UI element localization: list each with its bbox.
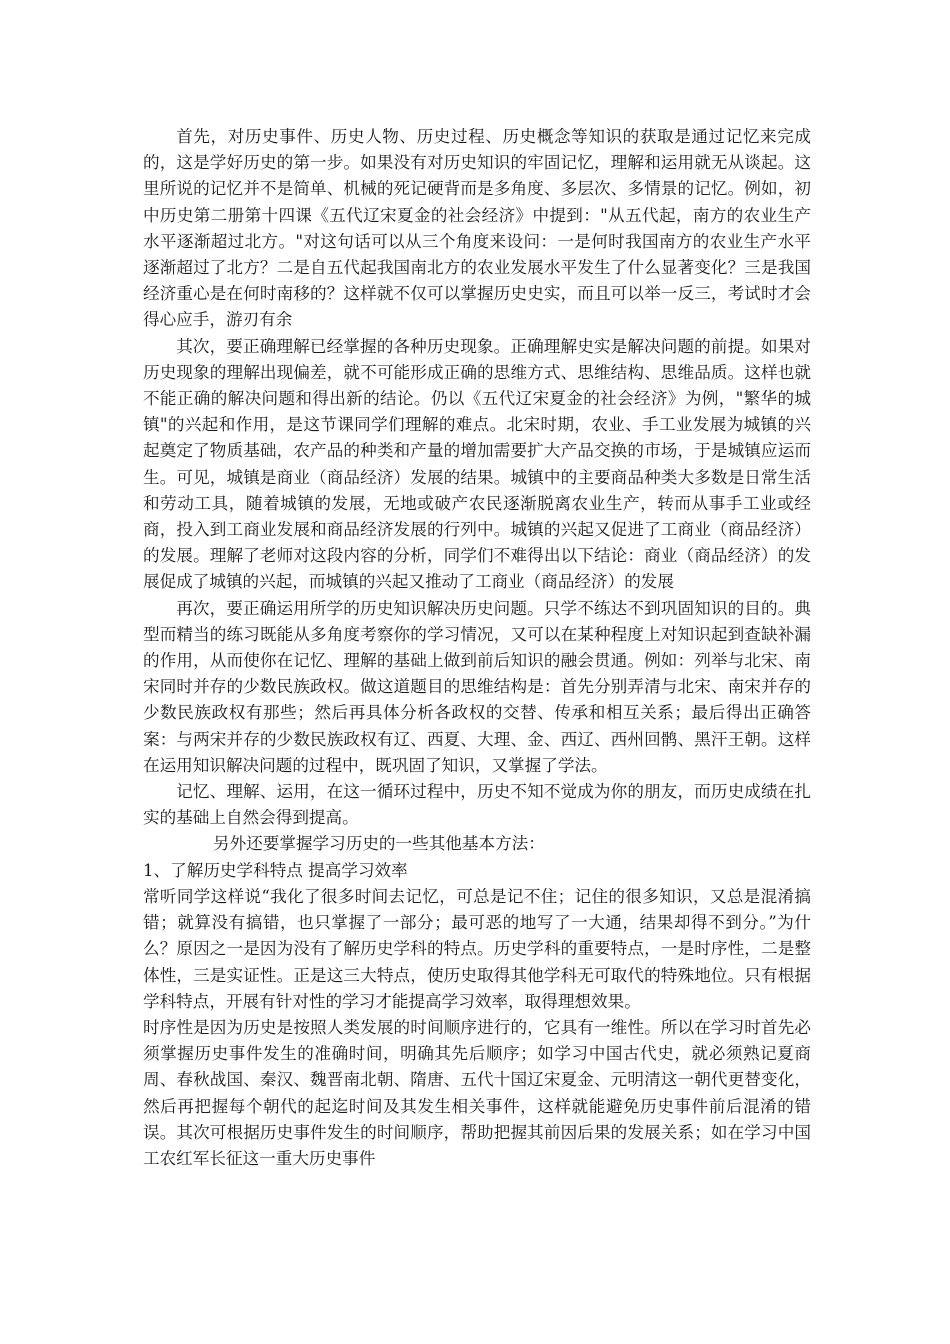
- paragraph-application: 再次，要正确运用所学的历史知识解决历史问题。只学不练达不到巩固知识的目的。典型而精当的练习既能从多角度考察你的学习情况，又可以在某种程度上对知识起到查缺补漏的作用，从而使你在记忆、理解的基础上做到前后知识的融会贯通。例如：列举与北宋、南宋同时并存的少数民族政权。做这道题目的思维结构是：首先分别弄清与北宋、南宋并存的少数民族政权有那些；然后再具体分析各政权的交替、传承和相互关系；最后得出正确答案：与两宋并存的少数民族政权有辽、西夏、大理、金、西辽、西州回鹘、黑汗王朝。这样在运用知识解决问题的过程中，既巩固了知识，又掌握了学法。: [143, 598, 811, 775]
- paragraph-other-methods-lead: 另外还要掌握学习历史的一些其他基本方法：: [213, 834, 545, 854]
- paragraph-memory: 首先，对历史事件、历史人物、历史过程、历史概念等知识的获取是通过记忆来完成的，这是学好历史的第一步。如果没有对历史知识的牢固记忆，理解和运用就无从谈起。这里所说的记忆并不是简单、机械的死记硬背而是多角度、多层次、多情景的记忆。例如，初中历史第二册第十四课《五代辽宋夏金的社会经济》中提到："从五代起，南方的农业生产水平逐渐超过北方。"对这句话可以从三个角度来设问：一是何时我国南方的农业生产水平逐渐超过了北方？二是自五代起我国南北方的农业发展水平发生了什么显著变化？三是我国经济重心是在何时南移的？这样就不仅可以掌握历史史实，而且可以举一反三，考试时才会得心应手，游刃有余: [143, 127, 811, 330]
- paragraph-chronology: 时序性是因为历史是按照人类发展的时间顺序进行的，它具有一维性。所以在学习时首先必须掌握历史事件发生的准确时间，明确其先后顺序；如学习中国古代史，就必须熟记夏商周、春秋战国、秦汉、魏晋南北朝、隋唐、五代十国辽宋夏金、元明清这一朝代更替变化，然后再把握每个朝代的起迄时间及其发生相关事件，这样就能避免历史事件前后混淆的错误。其次可根据历史事件发生的时间顺序，帮助把握其前因后果的发展关系；如在学习中国工农红军长征这一重大历史事件: [143, 1017, 811, 1168]
- paragraph-understanding: 其次，要正确理解已经掌握的各种历史现象。正确理解史实是解决问题的前提。如果对历史现象的理解出现偏差，就不可能形成正确的思维方式、思维结构、思维品质。这样也就不能正确的解决问题和得出新的结论。仍以《五代辽宋夏金的社会经济》为例，"繁华的城镇"的兴起和作用，是这节课同学们理解的难点。北宋时期，农业、手工业发展为城镇的兴起奠定了物质基础，农产品的种类和产量的增加需要扩大产品交换的市场，于是城镇应运而生。可见，城镇是商业（商品经济）发展的结果。城镇中的主要商品种类大多数是日常生活和劳动工具，随着城镇的发展，无地或破产农民逐渐脱离农业生产，转而从事手工业或经商，投入到工商业发展和商品经济发展的行列中。城镇的兴起又促进了工商业（商品经济）的发展。理解了老师对这段内容的分析，同学们不难得出以下结论：商业（商品经济）的发展促成了城镇的兴起，而城镇的兴起又推动了工商业（商品经济）的发展: [143, 336, 811, 592]
- paragraph-summary: 记忆、理解、运用，在这一循环过程中，历史不知不觉成为你的朋友，而历史成绩在扎实的基础上自然会得到提高。: [143, 782, 811, 828]
- section-heading-1: 1、了解历史学科特点 提高学习效率: [143, 860, 408, 880]
- paragraph-student-quote: 常听同学这样说“我化了很多时间去记忆，可总是记不住；记住的很多知识，又总是混淆搞错；就算没有搞错，也只掌握了一部分；最可恶的地写了一大通，结果却得不到分。”为什么？原因之一是因为没有了解历史学科的特点。历史学科的重要特点，一是时序性，二是整体性，三是实证性。正是这三大特点，使历史取得其他学科无可取代的特殊地位。只有根据学科特点，开展有针对性的学习才能提高学习效率，取得理想效果。: [143, 886, 811, 1011]
- document-body: [143, 124, 811, 1172]
